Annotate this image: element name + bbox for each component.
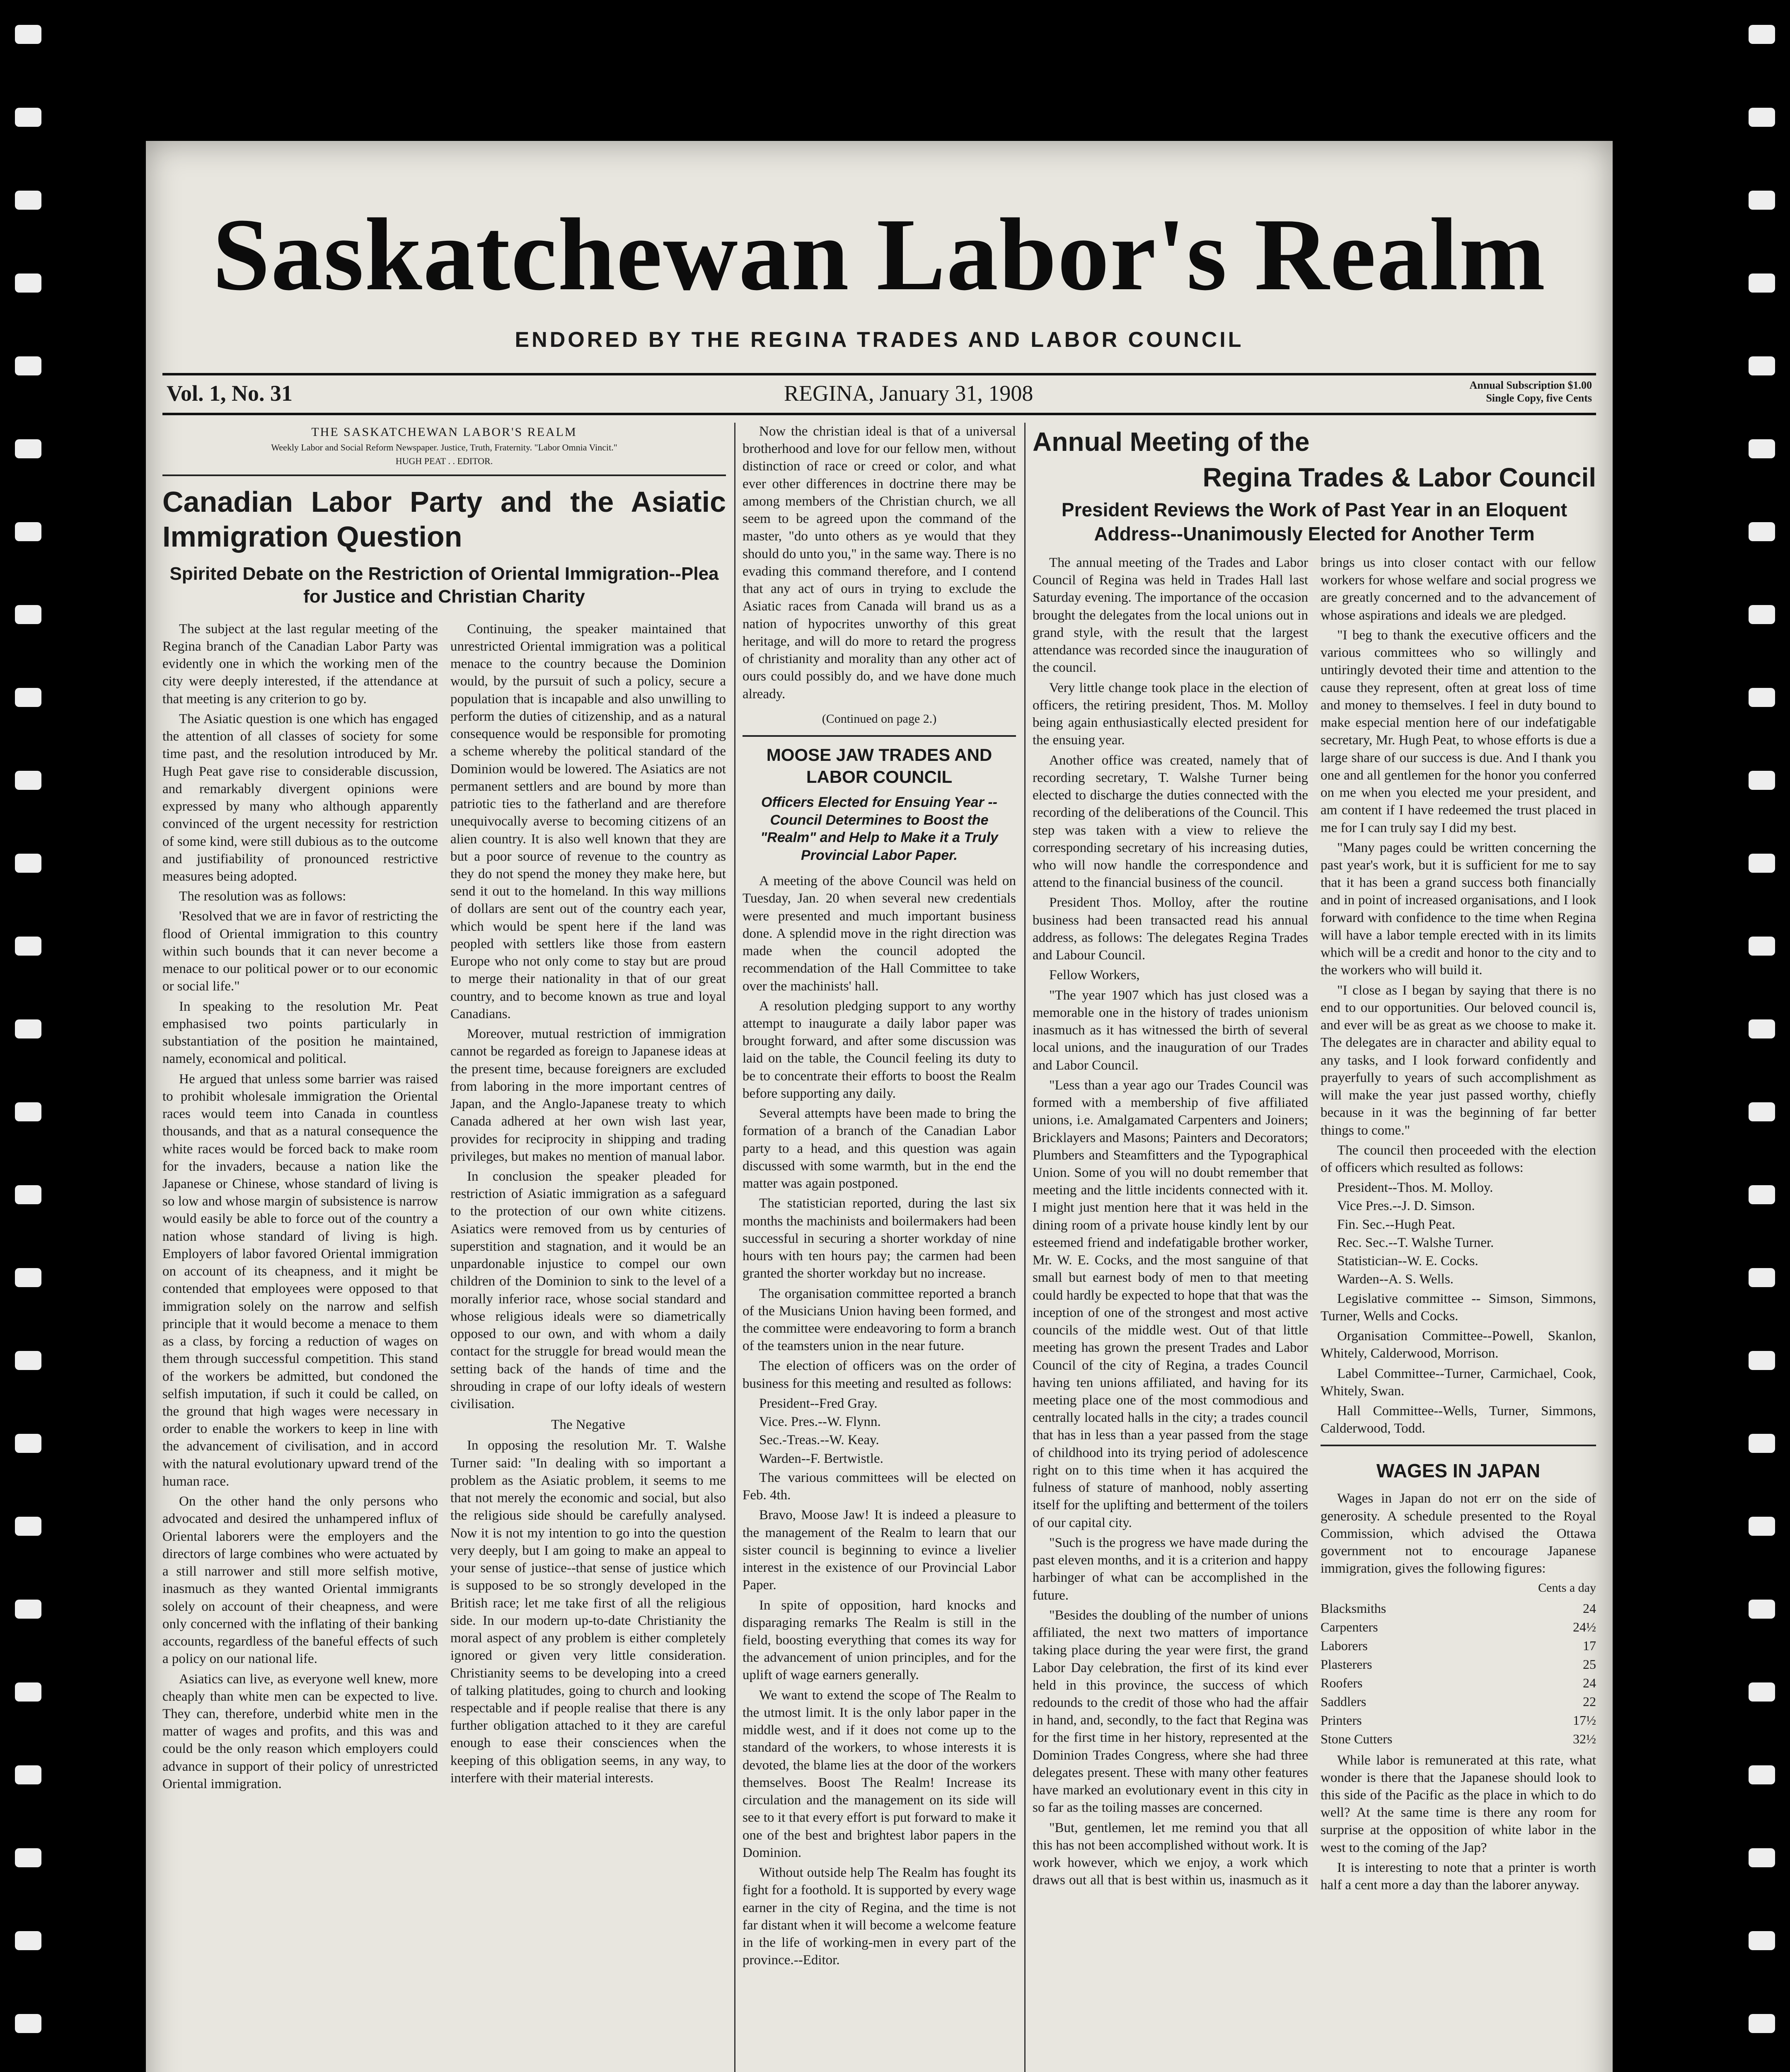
single-copy-price: Single Copy, five Cents xyxy=(1486,392,1592,404)
paragraph: "Less than a year ago our Trades Council was formed with a membership of five affiliated unions, i.e. Amalgamated Carpenters and Joiners; Bricklayers and Masons; Painters and Decorators; Plumbers and Steamfitters and the Typographical Union. Some of you will no doubt remember that meeting and the little incidents connected with it. I might just mention here that it was held in the dining room of a private house kindly lent by our esteemed friend and indefatigable brother worker, Mr. W. E. Cocks, and the most sanguine of that small but earnest body of men to that meeting could hardly be expected to hope that that was the inception of one of the strongest and most active councils of the middle west. Out of that little meeting has grown the present Trades and Labor Council of the city of Regina, a trades Council having ten unions affiliated, and having for its meeting place one of the most commodious and centrally located halls in the city; a trades council that has in less than a year passed from the stage of childhood into its trying period of adolescence right on to this time when it has acquired the fulness of stature of manhood, nobly asserting itself for the uplifting and betterment of the toilers of our capital city. xyxy=(1033,1077,1308,1530)
table-row xyxy=(1321,1636,1596,1655)
newspaper-page xyxy=(146,141,1613,2072)
paragraph: A resolution pledging support to any worthy attempt to inaugurate a daily labor paper was brought forward, and after some discussion was laid on the table, the Council feeling its duty to be to concentrate their efforts to boost the Realm before supporting any daily. xyxy=(743,998,1016,1101)
article3-deck: President Reviews the Work of Past Year in an Eloquent Address--Unanimously Elected for Another Term xyxy=(1061,499,1567,545)
place-date: REGINA, January 31, 1908 xyxy=(784,381,1033,406)
article2-deck: Officers Elected for Ensuing Year --Council Determines to Boost the "Realm" and Help to Make it a Truly Provincial Labor Paper. xyxy=(760,794,998,863)
paragraph: We want to extend the scope of The Realm to the utmost limit. It is the only labor paper in the middle west, and if it does not come up to the standard of the workers, to whose interests it is devoted, the blame lies at the door of the workers themselves. Boost The Realm! Increase its circulation and the management on its side will see to it that every effort is put forward to make it one of the best and brightest labor papers in the Dominion. xyxy=(743,1687,1016,1860)
officer-entry: Fin. Sec.--Hugh Peat. xyxy=(1337,1217,1456,1232)
table-row xyxy=(1321,1730,1596,1748)
paragraph: The Asiatic question is one which has engaged the attention of all classes of society for some time past, and the resolution introduced by Mr. Hugh Peat gave rise to considerable discussion, and remarkably divergent opinions were expressed by many who although apparently convinced of the urgent necessity for restriction of some kind, were still dubious as to the outcome and justifiability of pronounced restrictive measures being adopted. xyxy=(162,711,438,884)
paragraph: It is interesting to note that a printer is worth half a cent more a day than the laborer anyway. xyxy=(1321,1860,1596,1893)
table-row xyxy=(1321,1674,1596,1692)
article1-body xyxy=(162,620,726,1793)
paragraph: Now the christian ideal is that of a universal brotherhood and love for our fellow men, without distinction of race or creed or color, and what ever other differences in doctrine there may be among members of the Christian church, we all seem to be agreed upon the command of the master, "do unto others as ye would that they should do unto you," in the same way. There is no evading this command therefore, and I contend that any act of ours in trying to exclude the Asiatic races from Canada will brand us as a nation of hypocrites unworthy of this great heritage, and will do more to retard the progress of christianity and morality than any other act of ours could possibly do, and we have done much already. xyxy=(743,424,1016,702)
paragraph: Asiatics can live, as everyone well knew, more cheaply than white men can be expected to live. They can, therefore, underbid white men in the matter of wages and profits, and this was and could be the only reason which employers could advance in support of their policy of unrestricted Oriental immigration. xyxy=(162,1671,438,1791)
committee-entry: Hall Committee--Wells, Turner, Simmons, Calderwood, Todd. xyxy=(1321,1404,1596,1436)
flag-name: THE SASKATCHEWAN LABOR'S REALM xyxy=(311,425,577,439)
volume-number: Vol. 1, No. 31 xyxy=(167,381,293,406)
paragraph: "I beg to thank the executive officers and the various committees who so willingly and untiringly devoted their time and attention to the cause they represent, often at great loss of time and money to themselves. I feel in duty bound to make especial mention here of our indefatigable secretary, Mr. Hugh Peat, to whose efforts is due a large share of our success is due. And I thank you one and all gentlemen for the honor you conferred on me when you elected me your president, and am content if I have redeemed the trust placed in me for I can truly say I did my best. xyxy=(1321,627,1596,835)
paragraph: The election of officers was on the order of business for this meeting and resulted as follows: xyxy=(743,1358,1016,1391)
officer-entry: President--Fred Gray. xyxy=(759,1396,878,1411)
paragraph: The various committees will be elected on Feb. 4th. xyxy=(743,1470,1016,1503)
paragraph: The statistician reported, during the last six months the machinists and boilermakers had been successful in securing a shorter workday of nine hours with ten hours pay; the carmen had been granted the shorter workday but no increase. xyxy=(743,1196,1016,1281)
masthead-title: Saskatchewan Labor's Realm xyxy=(212,197,1546,312)
trade-name: Stone Cutters xyxy=(1321,1731,1393,1746)
article1-deck: Spirited Debate on the Restriction of Oriental Immigration--Plea for Justice and Christian Charity xyxy=(169,563,719,607)
officer-entry: Sec.-Treas.--W. Keay. xyxy=(759,1433,879,1448)
paragraph: Without outside help The Realm has fought its fight for a foothold. It is supported by every wage earner in the city of Regina, and the time is not far distant when it will become a welcome feature in the life of working-men in every part of the province.--Editor. xyxy=(743,1865,1016,1968)
paragraph: "But, gentlemen, let me remind you that all this has not been accomplished without work. It is work however, which we enjoy, a work which draws out all that is best within us, inasmuch as it brings us into closer contact with our fellow workers for whose welfare and social progress we are greatly concerned and to the advancement of whose aspirations and ideals we are pledged. xyxy=(1033,555,1596,1888)
column-1 xyxy=(162,423,726,2072)
paragraph: Several attempts have been made to bring the formation of a branch of the Canadian Labor party to a head, and this question was again discussed with some warmth, but in the end the matter was again postponed. xyxy=(743,1106,1016,1191)
paragraph: Wages in Japan do not err on the side of generosity. A schedule presented to the Royal Commission, which advised the Ottawa government not to encourage Japanese immigration, gives the following figures: xyxy=(1321,1491,1596,1576)
cents-value: 17 xyxy=(1583,1638,1596,1653)
officer-entry: President--Thos. M. Molloy. xyxy=(1337,1180,1493,1196)
officer-entry: Warden--F. Bertwistle. xyxy=(759,1451,883,1466)
article1-subhead: The Negative xyxy=(551,1417,625,1433)
paragraph: "Such is the progress we have made during the past eleven months, and it is a criterion and happy harbinger of what can be accomplished in the future. xyxy=(1033,1535,1308,1603)
dateline-bar xyxy=(162,373,1596,415)
trade-name: Saddlers xyxy=(1321,1694,1367,1709)
divider xyxy=(162,474,726,476)
table-row xyxy=(1321,1711,1596,1730)
paragraph: "Many pages could be written concerning the past year's work, but it is sufficient for me to say that it has been a grand success both financially and in point of increased organisations, and I look forward with confidence to the time when Regina will have a labor temple erected with in its limits which will be a credit and honor to the city and to the workers who will build it. xyxy=(1321,840,1596,978)
article3-headline-2: Regina Trades & Labor Council xyxy=(1202,462,1596,492)
flag-motto: Weekly Labor and Social Reform Newspaper. Justice, Truth, Fraternity. "Labor Omnia Vincit." xyxy=(271,442,617,453)
cents-value: 17½ xyxy=(1573,1712,1596,1728)
paragraph: 'Resolved that we are in favor of restricting the flood of Oriental immigration to this country within such bounds that it can never become a menace to our political power or to our economic or social life." xyxy=(162,909,438,994)
paragraph: Very little change took place in the election of officers, the retiring president, Thos. M. Molloy being again enthusiastically elected president for the ensuing year. xyxy=(1033,680,1308,748)
cents-value: 24 xyxy=(1583,1675,1596,1690)
paragraph: In opposing the resolution Mr. T. Walshe Turner said: "In dealing with so important a problem as the Asiatic problem, it seems to me that not merely the economic and social, but also the religious side should be carefully analysed. Now it is not my intention to go into the question very deeply, but I am going to make an appeal to your sense of justice--that sense of justice which is supposed to be so strongly developed in the British race; let me take first of all the religious side. In our modern up-to-date Christianity the moral aspect of any problem is either completely ignored or given very little consideration. Christianity seems to be developing into a creed of talking platitudes, going to church and looking respectable and if people realise that there is any further obligation attached to it they are careful enough to ease their consciences when the keeping of this obligation seems, in any way, to interfere with their material interests. xyxy=(450,1438,726,1786)
article3-headline-1: Annual Meeting of the xyxy=(1033,427,1310,457)
paragraph: He argued that unless some barrier was raised to prohibit wholesale immigration the Oriental races would teem into Canada in countless thousands, and that as a natural consequence the white races would be forced back to make room for the invaders, because a nation like the Japanese or Chinese, whose standard of living is so low and whose margin of subsistence is narrow would easily be able to force out of the country a nation whose standard of living is high. Employers of labor favored Oriental immigration on account of its cheapness, and it might be contended that employees were opposed to that immigration solely on the narrow and selfish principle that it would become a menace to them as a class, by forcing a reduction of wages on them through successful competition. This stand of the workers be admitted, but condoned the selfish imputation, if such it could be called, on the ground that high wages were necessary in order to enable the workers to keep in line with the advancement of civilisation, and in accord with the natural evolutionary upward trend of the human race. xyxy=(162,1071,438,1489)
cents-value: 25 xyxy=(1583,1656,1596,1672)
officer-entry: Vice. Pres.--W. Flynn. xyxy=(759,1414,881,1430)
cents-value: 32½ xyxy=(1573,1731,1596,1746)
officer-list xyxy=(1337,1179,1596,1288)
cents-value: 24 xyxy=(1583,1600,1596,1616)
trade-name: Plasterers xyxy=(1321,1656,1372,1672)
article1-headline: Canadian Labor Party and the Asiatic Immigration Question xyxy=(162,485,726,553)
article2-headline: MOOSE JAW TRADES AND LABOR COUNCIL xyxy=(766,745,992,787)
officer-entry: Vice Pres.--J. D. Simson. xyxy=(1337,1198,1475,1214)
paragraph: "The year 1907 which has just closed was a memorable one in the history of trades unionism inasmuch as it has witnessed the birth of several local unions, and the inauguration of our Trades and Labor Council. xyxy=(1033,988,1308,1073)
officer-entry: Warden--A. S. Wells. xyxy=(1337,1272,1454,1287)
flag-editor: HUGH PEAT . . EDITOR. xyxy=(395,455,493,466)
column-rule xyxy=(734,423,735,2072)
paragraph: In speaking to the resolution Mr. Peat emphasised two points particularly in substantiation of the position he maintained, namely, economical and political. xyxy=(162,999,438,1067)
paragraph: "Besides the doubling of the number of unions affiliated, the next two matters of importance taking place during the year were first, the grand Labor Day celebration, the first of its kind ever held in this province, the success of which redounds to the credit of those who had the affair in hand, and, secondly, to the fact that Regina was for the first time in her history, represented at the Dominion Trades Congress, where she had three delegates present. These with many other features have marked an evolutionary event in this city in so far as the toiling masses are concerned. xyxy=(1033,1607,1308,1815)
paragraph: In spite of opposition, hard knocks and disparaging remarks The Realm is still in the field, boosting everything that comes its way for the advancement of union principles, and for the uplift of wage earners generally. xyxy=(743,1598,1016,1683)
paragraph: The resolution was as follows: xyxy=(179,889,346,904)
paragraph: President Thos. Molloy, after the routine business had been transacted read his annual address, as follows: The delegates Regina Trades and Labour Council. xyxy=(1033,895,1308,963)
paragraph: The organisation committee reported a branch of the Musicians Union having been formed, and the committee were endeavoring to form a branch of the teamsters union in the near future. xyxy=(743,1286,1016,1354)
paragraph: Continuing, the speaker maintained that unrestricted Oriental immigration was a political menace to the country because the Dominion would, by the pursuit of such a policy, secure a population that is incapable and also unwilling to perform the duties of citizenship, and as a natural consequence would be responsible for promoting a scheme whereby the political standard of the Dominion would be lowered. The Asiatics are not permanent settlers and are bound by more than patriotic ties to the fatherland and are therefore unequivocally averse to becoming citizens of an alien country. It is also well known that they are but a poor source of revenue to the country as they do not spend the money they make here, but send it out to the homeland. In this way millions of dollars are sent out of the country each year, which would be spent here if the land was peopled with settlers like those from eastern Europe who not only come to stay but are proud to merge their nationality in that of our great country, and to become known as true and loyal Canadians. xyxy=(450,621,726,1021)
article3-body xyxy=(1033,554,1596,1894)
trade-name: Roofers xyxy=(1321,1675,1363,1690)
divider xyxy=(1321,1445,1596,1446)
table-row xyxy=(1321,1618,1596,1636)
officer-list xyxy=(759,1395,1016,1467)
paragraph: On the other hand the only persons who advocated and desired the unhampered influx of Oriental laborers were the employers and the directors of large combines who were actuated by a still narrower and still more selfish motive, inasmuch as they wanted Oriental immigrants solely on account of their cheapness, and were only concerned with the inflating of their banking accounts, regardless of the baneful effects of such a policy on our national life. xyxy=(162,1494,438,1667)
wages-table-header: Cents a day xyxy=(1538,1581,1596,1595)
paragraph: "I close as I began by saying that there is no end to our opportunities. Our beloved council is, and ever will be as great as we choose to make it. The delegates are in character and ability equal to any tasks, and I look forward confidently and prayerfully to years of such accomplishment as will make the year just passed worthy, chiefly because in it was the beginning of far better things to come." xyxy=(1321,983,1596,1138)
committee-entry: Legislative committee -- Simson, Simmons, Turner, Wells and Cocks. xyxy=(1321,1291,1596,1324)
paragraph: Another office was created, namely that of recording secretary, T. Walshe Turner being elected to discharge the duties connected with the recording of the deliberations of the Council. This step was taken with a view to relieve the corresponding secretary of his increasing duties, who will now handle the correspondence and attend to the financial business of the council. xyxy=(1033,753,1308,891)
table-row xyxy=(1321,1655,1596,1674)
committee-entry: Organisation Committee--Powell, Skanlon, Whitely, Calderwood, Morrison. xyxy=(1321,1329,1596,1361)
endorsement-line: ENDORED BY THE REGINA TRADES AND LABOR COUNCIL xyxy=(515,328,1244,352)
cents-value: 24½ xyxy=(1573,1619,1596,1634)
paragraph: Bravo, Moose Jaw! It is indeed a pleasure to the management of the Realm to learn that our sister council is beginning to evince a livelier interest in the existence of our Provincial Labor Paper. xyxy=(743,1508,1016,1593)
column-4-5 xyxy=(1033,423,1596,2072)
divider xyxy=(743,735,1016,737)
column-rule xyxy=(1024,423,1026,2072)
paragraph: In conclusion the speaker pleaded for restriction of Asiatic immigration as a safeguard to the protection of our own white citizens. Asiatics were removed from us by centuries of superstition and stagnation, and it would be an unpardonable injustice to compel our own children of the Dominion to sink to the level of a morally inferior race, whose social standard and whose religious ideals were so diametrically opposed to our own, and with whom a daily contact for the struggle for bread would mean the setting back of the hands of time and the shrouding in crape of our lofty ideals of western civilisation. xyxy=(450,1169,726,1412)
trade-name: Blacksmiths xyxy=(1321,1600,1386,1616)
paragraph: A meeting of the above Council was held on Tuesday, Jan. 20 when several new credentials were presented and much important business done. A splendid move in the right direction was made when the council adopted the recommendation of the Hall Committee to take over the machinists' hall. xyxy=(743,874,1016,994)
paragraph: The council then proceeded with the election of officers which resulted as follows: xyxy=(1321,1143,1596,1175)
trade-name: Laborers xyxy=(1321,1638,1368,1653)
article4-headline: WAGES IN JAPAN xyxy=(1376,1460,1541,1482)
paragraph: While labor is remunerated at this rate, what wonder is there that the Japanese should look to this side of the Pacific as the place in which to do well? At the same time is there any room for surprise at the opposition of white labor in the west to the coming of the Jap? xyxy=(1321,1752,1596,1855)
paragraph: The subject at the last regular meeting of the Regina branch of the Canadian Labor Party was evidently one in which the working men of the city were deeply interested, if the attendance at that meeting is any criterion to go by. xyxy=(162,621,438,707)
subscription-box xyxy=(1470,379,1592,404)
trade-name: Printers xyxy=(1321,1712,1362,1728)
paragraph: Moreover, mutual restriction of immigration cannot be regarded as foreign to Japanese ideas at the present time, because foreigners are excluded from laboring in the more important centres of Japan, and the Anglo-Japanese treaty to which Canada adhered at her own wish last year, provides for reciprocity in shipping and trading privileges, but makes no mention of manual labor. xyxy=(450,1026,726,1164)
officer-entry: Statistician--W. E. Cocks. xyxy=(1337,1254,1478,1269)
wages-table xyxy=(1321,1599,1596,1748)
cents-value: 22 xyxy=(1583,1694,1596,1709)
committee-entry: Label Committee--Turner, Carmichael, Cook, Whitely, Swan. xyxy=(1321,1366,1596,1399)
trade-name: Carpenters xyxy=(1321,1619,1378,1634)
continued-note: (Continued on page 2.) xyxy=(822,712,937,726)
subscription-price: Annual Subscription $1.00 xyxy=(1469,379,1592,391)
officer-entry: Rec. Sec.--T. Walshe Turner. xyxy=(1337,1235,1494,1250)
table-row xyxy=(1321,1599,1596,1618)
column-3 xyxy=(743,423,1016,2072)
paragraph: The annual meeting of the Trades and Labor Council of Regina was held in Trades Hall last Saturday evening. The importance of the occasion brought the delegates from the local unions out in grand style, with the result that the largest attendance was recorded since the inauguration of the council. xyxy=(1033,555,1308,675)
table-row xyxy=(1321,1692,1596,1711)
paragraph: Fellow Workers, xyxy=(1049,968,1140,983)
